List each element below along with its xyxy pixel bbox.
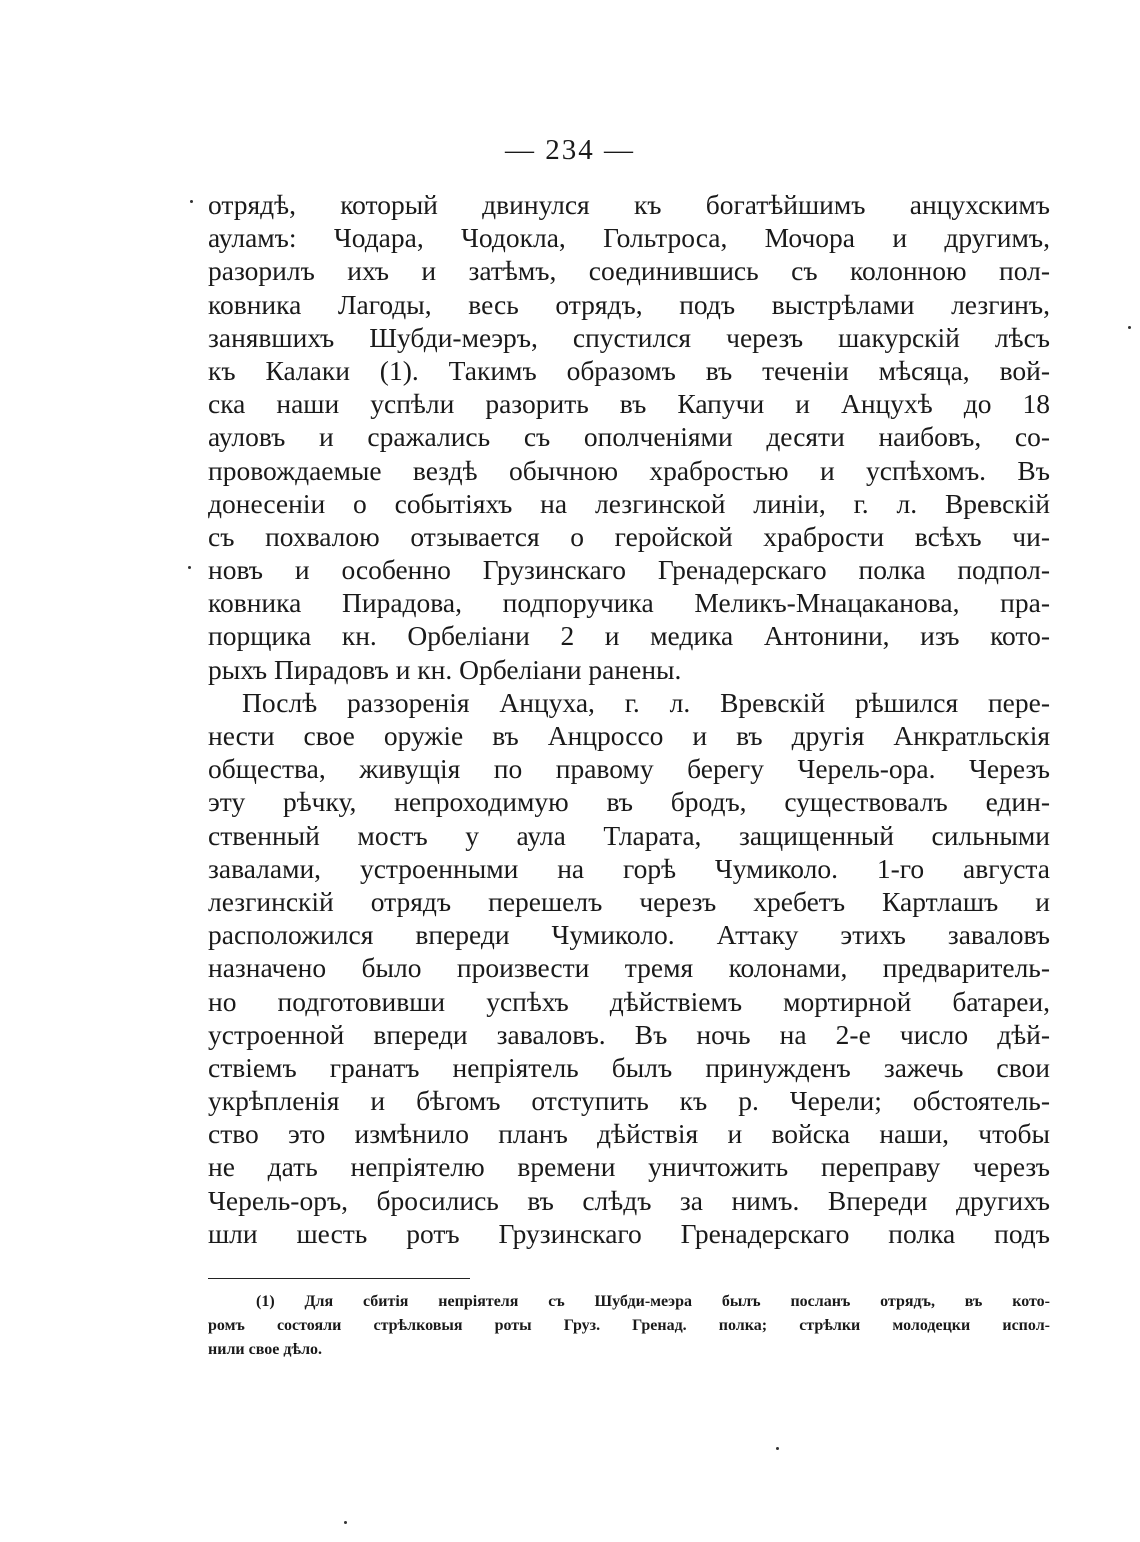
page-number: — 234 — (505, 134, 635, 166)
text-line: провождаемые вездѣ обычною храбростью и успѣхомъ. Въ (208, 454, 1050, 486)
text-line: ауламъ: Чодара, Чодокла, Гольтроса, Мочора и другимъ, (208, 222, 1050, 254)
text-line: расположился впереди Чумиколо. Аттаку этихъ заваловъ (208, 919, 1050, 951)
text-line: укрѣпленія и бѣгомъ отступить къ р. Черели; обстоятель- (208, 1085, 1050, 1117)
footnote-divider (208, 1278, 470, 1279)
text-line: ковника Пирадова, подпоручика Меликъ-Мнацаканова, пра- (208, 587, 1050, 619)
text-line: порщика кн. Орбеліани 2 и медика Антонини, изъ кото- (208, 620, 1050, 652)
text-line: Послѣ раззоренія Анцуха, г. л. Вревскій рѣшился пере- (242, 686, 1050, 718)
text-line: отрядѣ, который двинулся къ богатѣйшимъ анцухскимъ (208, 189, 1050, 220)
footnote (208, 1290, 1050, 1362)
text-line: новъ и особенно Грузинскаго Гренадерскаго полка подпол- (208, 554, 1050, 586)
text-line: занявшихъ Шубди-меэръ, спустился черезъ шакурскій лѣсъ (208, 321, 1050, 353)
text-line: не дать непріятелю времени уничтожить переправу черезъ (208, 1151, 1050, 1183)
scan-speck (344, 1521, 347, 1524)
footnote-line: (1) Для сбитія непріятеля съ Шубди-меэра былъ посланъ отрядъ, въ кото- (256, 1293, 1050, 1310)
text-line: Черель-оръ, бросились въ слѣдъ за нимъ. Впереди другихъ (208, 1184, 1050, 1216)
footnote-line: нили свое дѣло. (208, 1341, 323, 1358)
text-line: но подготовивши успѣхъ дѣйствіемъ мортирной батареи, (208, 985, 1050, 1017)
text-line: общества, живущія по правому берегу Черель-ора. Черезъ (208, 753, 1050, 785)
text-line: съ похвалою отзывается о геройской храбрости всѣхъ чи- (208, 520, 1050, 552)
text-line: къ Калаки (1). Такимъ образомъ въ теченіи мѣсяца, вой- (208, 354, 1050, 386)
text-line: ственный мостъ у аула Тларата, защищенный сильными (208, 819, 1050, 851)
footnote-line: ромъ состояли стрѣлковыя роты Груз. Гренад. полка; стрѣлки молодецки испол- (208, 1317, 1050, 1334)
scan-speck (190, 200, 193, 203)
text-line: шли шесть ротъ Грузинскаго Гренадерскаго полка подъ (208, 1217, 1050, 1249)
text-line: ство это измѣнило планъ дѣйствія и войска наши, чтобы (208, 1118, 1050, 1150)
text-line: разорилъ ихъ и затѣмъ, соединившись съ колонною пол- (208, 255, 1050, 287)
text-line: завалами, устроенными на горѣ Чумиколо. 1-го августа (208, 852, 1050, 884)
scan-speck (1128, 326, 1131, 329)
text-line: эту рѣчку, непроходимую въ бродъ, существовалъ един- (208, 786, 1050, 818)
text-line: лезгинскій отрядъ перешелъ черезъ хребетъ Картлашъ и (208, 885, 1050, 917)
text-line: ствіемъ гранатъ непріятель былъ принужденъ зажечь свои (208, 1051, 1050, 1083)
text-line: нести свое оружіе въ Анцроссо и въ другія Анкратльскія (208, 720, 1050, 751)
text-line: ковника Лагоды, весь отрядъ, подъ выстрѣлами лезгинъ, (208, 288, 1050, 320)
text-line: рыхъ Пирадовъ и кн. Орбеліани ранены. (208, 653, 682, 685)
text-line: назначено было произвести тремя колонами, предваритель- (208, 952, 1050, 984)
body-text (208, 188, 1050, 1250)
scan-speck (188, 566, 191, 569)
scan-speck (776, 1447, 779, 1450)
text-line: ауловъ и сражались съ ополченіями десяти наибовъ, со- (208, 421, 1050, 453)
text-line: донесеніи о событіяхъ на лезгинской линіи, г. л. Вревскій (208, 487, 1050, 519)
text-line: устроенной впереди заваловъ. Въ ночь на 2-е число дѣй- (208, 1018, 1050, 1050)
text-line: ска наши успѣли разорить въ Капучи и Анцухѣ до 18 (208, 388, 1050, 420)
